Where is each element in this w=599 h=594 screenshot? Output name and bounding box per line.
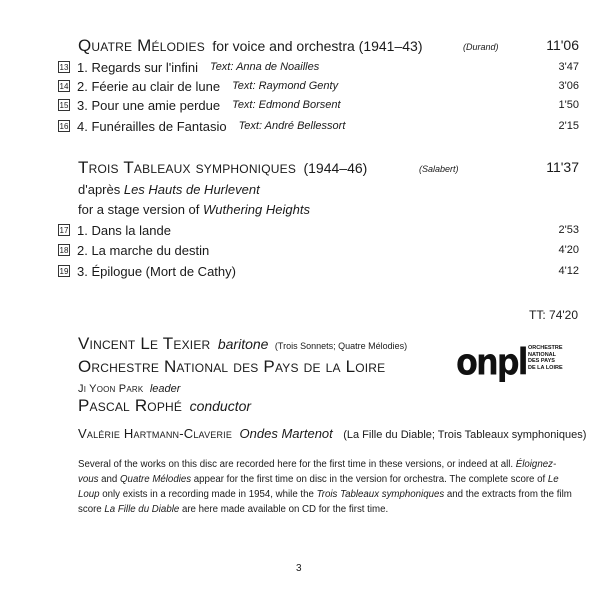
ondes-name: Valérie Hartmann-Claverie bbox=[78, 426, 233, 441]
conductor-role: conductor bbox=[189, 398, 252, 414]
work2-stage-prefix: for a stage version of bbox=[78, 202, 204, 217]
work2-header bbox=[78, 158, 579, 182]
notes-text: appear for the first time on disc in the version for orchestra. The complete score of bbox=[191, 474, 548, 485]
notes-text: and bbox=[98, 474, 121, 485]
work1-header bbox=[78, 36, 579, 60]
work1-title: Quatre Mélodies bbox=[78, 36, 205, 55]
work1-subtitle: for voice and orchestra (1941–43) bbox=[212, 38, 423, 54]
work2-source-line bbox=[78, 182, 260, 197]
onpl-logo-line: DE LA LOIRE bbox=[528, 364, 563, 371]
track-credit: Text: Raymond Genty bbox=[232, 80, 339, 92]
ondes-line bbox=[78, 425, 586, 443]
work2-years: (1944–46) bbox=[303, 160, 368, 176]
page-number: 3 bbox=[296, 563, 302, 574]
leader-line bbox=[78, 379, 180, 397]
work2-source-prefix: d'après bbox=[78, 182, 124, 197]
track-duration: 4'12 bbox=[558, 265, 579, 277]
ondes-role: Ondes Martenot bbox=[239, 426, 333, 441]
notes-italic-title: Éloignez-vous bbox=[78, 459, 557, 485]
notes-italic-title: Trois Tableaux symphoniques bbox=[316, 489, 445, 500]
track-title: 4. Funérailles de Fantasio bbox=[77, 118, 227, 134]
work2-stage-line bbox=[78, 202, 310, 217]
track-row bbox=[58, 96, 579, 114]
track-row bbox=[58, 117, 579, 135]
track-credit: Text: Anna de Noailles bbox=[209, 61, 320, 73]
notes-italic-title: Quatre Mélodies bbox=[120, 474, 192, 485]
onpl-logo-line: DES PAYS bbox=[528, 358, 555, 364]
onpl-logo-text bbox=[528, 345, 563, 371]
conductor-name: Pascal Rophé bbox=[78, 396, 183, 415]
track-duration: 3'47 bbox=[558, 61, 579, 73]
track-number: 19 bbox=[59, 267, 69, 276]
track-number: 16 bbox=[59, 122, 69, 131]
onpl-logo bbox=[456, 340, 576, 384]
track-number: 13 bbox=[59, 63, 69, 72]
singer-role: baritone bbox=[217, 336, 269, 352]
onpl-logo-line: NATIONAL bbox=[528, 351, 557, 358]
track-row bbox=[58, 221, 579, 239]
work2-publisher: (Salabert) bbox=[419, 164, 459, 174]
track-credit: Text: Edmond Borsent bbox=[232, 99, 341, 111]
onpl-logo-line: ORCHESTRE bbox=[528, 345, 563, 351]
notes-italic-title: La Fille du Diable bbox=[104, 504, 180, 515]
notes-text: and the extracts from the film score bbox=[78, 489, 572, 515]
track-duration: 2'53 bbox=[558, 224, 579, 236]
work2-source-title: Les Hauts de Hurlevent bbox=[123, 182, 260, 197]
track-title: 1. Dans la lande bbox=[77, 222, 171, 238]
track-title: 3. Pour une amie perdue bbox=[77, 97, 221, 113]
leader-role: leader bbox=[149, 383, 181, 395]
track-number: 14 bbox=[59, 82, 69, 91]
work2-title: Trois Tableaux symphoniques bbox=[78, 158, 297, 177]
track-title: 3. Épilogue (Mort de Cathy) bbox=[77, 263, 236, 279]
track-duration: 4'20 bbox=[558, 244, 579, 256]
singer-note: (Trois Sonnets; Quatre Mélodies) bbox=[274, 341, 408, 351]
liner-notes-paragraph bbox=[78, 457, 573, 517]
track-row bbox=[58, 262, 579, 280]
track-number: 18 bbox=[59, 246, 69, 255]
notes-text: only exists in a recording made in 1954, while the bbox=[99, 489, 317, 500]
track-duration: 1'50 bbox=[558, 99, 579, 111]
track-credit: Text: André Bellessort bbox=[238, 120, 346, 132]
orchestra-name: Orchestre National des Pays de la Loire bbox=[78, 357, 386, 376]
track-duration: 2'15 bbox=[558, 120, 579, 132]
leader-name: Ji Yoon Park bbox=[78, 383, 144, 395]
notes-italic-title: Le Loup bbox=[78, 474, 559, 500]
singer-line bbox=[78, 334, 407, 354]
work1-duration: 11'06 bbox=[546, 37, 579, 53]
notes-text: Several of the works on this disc are recorded here for the first time in these versions, or indeed at all. bbox=[78, 459, 514, 470]
work1-publisher: (Durand) bbox=[463, 42, 499, 52]
onpl-logo-mark: onpl bbox=[456, 340, 527, 384]
ondes-note: (La Fille du Diable; Trois Tableaux symphoniques) bbox=[343, 429, 587, 441]
track-duration: 3'06 bbox=[558, 80, 579, 92]
track-number: 15 bbox=[59, 101, 69, 110]
track-title: 1. Regards sur l'infini bbox=[77, 59, 198, 75]
work2-stage-title: Wuthering Heights bbox=[203, 202, 310, 217]
notes-text: are here made available on CD for the first time. bbox=[179, 504, 389, 515]
total-time: TT: 74'20 bbox=[529, 308, 578, 322]
track-title: 2. La marche du destin bbox=[77, 242, 210, 258]
track-row bbox=[58, 58, 579, 76]
track-row bbox=[58, 241, 579, 259]
track-title: 2. Féerie au clair de lune bbox=[77, 78, 221, 94]
track-number: 17 bbox=[59, 226, 69, 235]
track-row bbox=[58, 77, 579, 95]
work2-duration: 11'37 bbox=[546, 159, 579, 175]
singer-name: Vincent Le Texier bbox=[78, 334, 211, 353]
conductor-line bbox=[78, 396, 251, 416]
orchestra-line bbox=[78, 357, 385, 377]
